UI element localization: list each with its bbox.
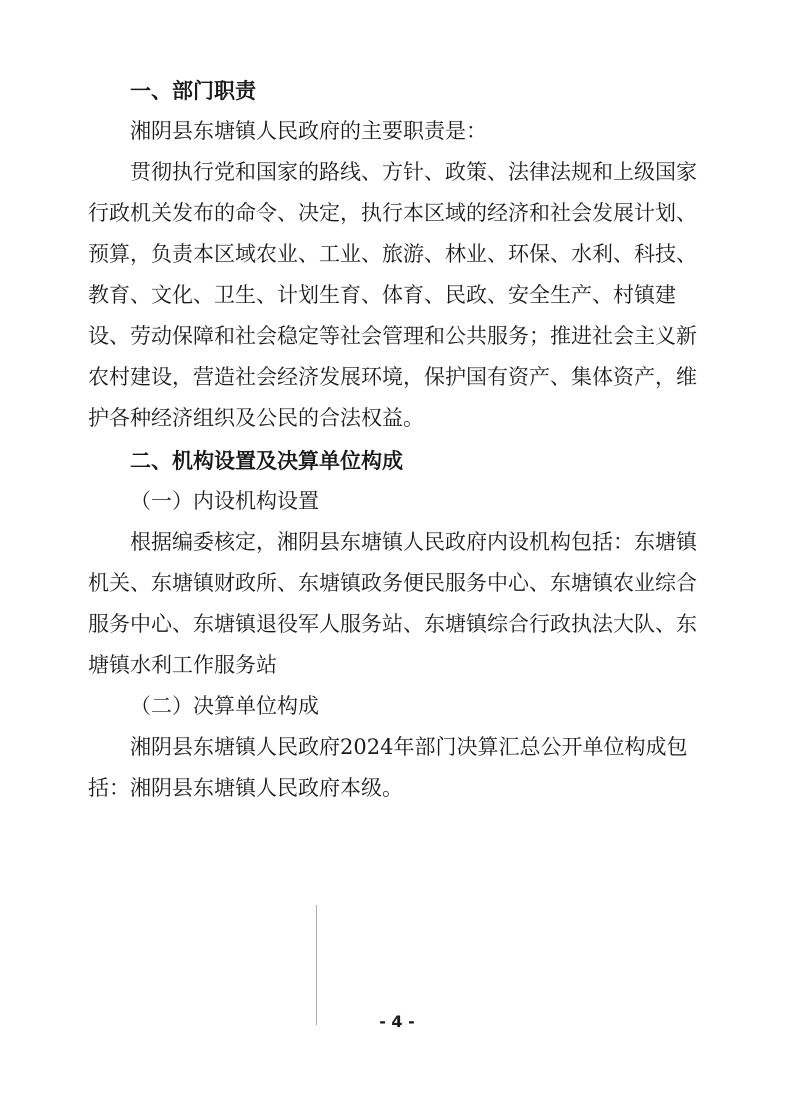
section2-sub1-body: 根据编委核定，湘阴县东塘镇人民政府内设机构包括：东塘镇机关、东塘镇财政所、东塘镇政务便民服务中心、东塘镇农业综合服务中心、东塘镇退役军人服务站、东塘镇综合行政执法大队、东塘镇水利工作服务站: [88, 530, 697, 677]
section2-sub2-title: （二）决算单位构成: [130, 694, 319, 718]
page-number: - 4 -: [379, 1012, 415, 1031]
section2-heading: 二、机构设置及决算单位构成: [130, 448, 403, 473]
scan-artifact-line: [316, 905, 317, 1025]
section1-heading: 一、部门职责: [130, 78, 256, 103]
section2-sub2-body: 湘阴县东塘镇人民政府2024年部门决算汇总公开单位构成包括：湘阴县东塘镇人民政府本级。: [88, 735, 688, 800]
section1-body: 贯彻执行党和国家的路线、方针、政策、法律法规和上级国家行政机关发布的命令、决定，执行本区域的经济和社会发展计划、预算，负责本区域农业、工业、旅游、林业、环保、水利、科技、教育、文化、卫生、计划生育、体育、民政、安全生产、村镇建设、劳动保障和社会稳定等社会管理和公共服务；推进社会主义新农村建设，营造社会经济发展环境，保护国有资产、集体资产，维护各种经济组织及公民的合法权益。: [88, 160, 697, 430]
section2-sub1-title: （一）内设机构设置: [130, 489, 319, 513]
section1-intro: 湘阴县东塘镇人民政府的主要职责是：: [130, 119, 487, 143]
